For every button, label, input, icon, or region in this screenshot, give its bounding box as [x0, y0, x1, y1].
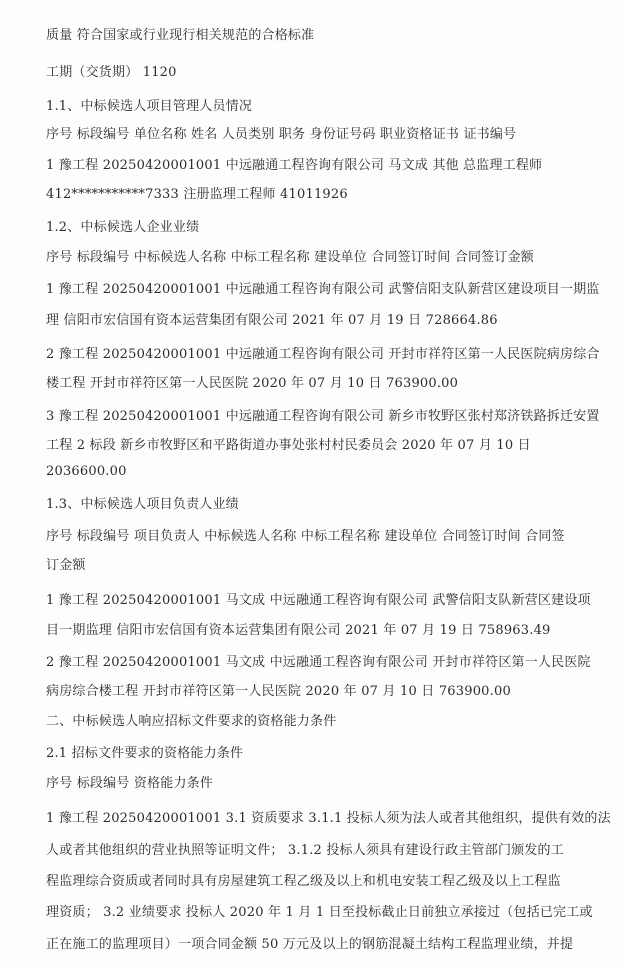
manager-performance-header-row-b: 订金额: [46, 558, 86, 573]
company-performance-row-2a: 2 豫工程 20250420001001 中远融通工程咨询有限公司 开封市祥符区第一人民医院病房综合: [46, 347, 600, 362]
manager-performance-header-row-a: 序号 标段编号 项目负责人 中标候选人名称 中标工程名称 建设单位 合同签订时间 合同签: [46, 529, 565, 544]
company-performance-row-3a: 3 豫工程 20250420001001 中远融通工程咨询有限公司 新乡市牧野区张村郑济铁路拆迁安置: [46, 409, 600, 424]
qualification-row-1e: 正在施工的监理项目）一项合同金额 50 万元及以上的钢筋混凝土结构工程监理业绩，并提: [46, 937, 574, 952]
section-heading-1-3: 1.3、中标候选人项目负责人业绩: [46, 497, 239, 512]
company-performance-row-2b: 楼工程 开封市祥符区第一人民医院 2020 年 07 月 10 日 763900.00: [46, 376, 459, 391]
qualification-row-1a: 1 豫工程 20250420001001 3.1 资质要求 3.1.1 投标人须为法人或者其他组织，提供有效的法: [46, 811, 611, 826]
company-performance-row-1b: 理 信阳市宏信国有资本运营集团有限公司 2021 年 07 月 19 日 728664.86: [46, 313, 498, 328]
company-performance-row-1a: 1 豫工程 20250420001001 中远融通工程咨询有限公司 武警信阳支队新营区建设项目一期监: [46, 282, 600, 297]
personnel-header-row: 序号 标段编号 单位名称 姓名 人员类别 职务 身份证号码 职业资格证书 证书编号: [46, 127, 517, 142]
section-heading-2: 二、中标候选人响应招标文件要求的资格能力条件: [46, 714, 337, 729]
quality-line: 质量 符合国家或行业现行相关规范的合格标准: [46, 28, 315, 43]
company-performance-row-3c: 2036600.00: [46, 464, 127, 479]
section-heading-2-1: 2.1 招标文件要求的资格能力条件: [46, 746, 244, 761]
qualification-row-1d: 理资质； 3.2 业绩要求 投标人 2020 年 1 月 1 日至投标截止日前独立承接过（包括已完工或: [46, 905, 593, 920]
section-heading-1-1: 1.1、中标候选人项目管理人员情况: [46, 99, 253, 114]
manager-performance-row-1a: 1 豫工程 20250420001001 马文成 中远融通工程咨询有限公司 武警信阳支队新营区建设项: [46, 593, 591, 608]
qualification-header-row: 序号 标段编号 资格能力条件: [46, 776, 214, 791]
company-performance-header-row: 序号 标段编号 中标候选人名称 中标工程名称 建设单位 合同签订时间 合同签订金额: [46, 250, 534, 265]
manager-performance-row-1b: 目一期监理 信阳市宏信国有资本运营集团有限公司 2021 年 07 月 19 日 758963.49: [46, 623, 551, 638]
manager-performance-row-2a: 2 豫工程 20250420001001 马文成 中远融通工程咨询有限公司 开封市祥符区第一人民医院: [46, 655, 591, 670]
section-heading-1-2: 1.2、中标候选人企业业绩: [46, 220, 200, 235]
manager-performance-row-2b: 病房综合楼工程 开封市祥符区第一人民医院 2020 年 07 月 10 日 763900.00: [46, 684, 511, 699]
personnel-row-1b: 412***********7333 注册监理工程师 41011926: [46, 187, 348, 202]
qualification-row-1c: 程监理综合资质或者同时具有房屋建筑工程乙级及以上和机电安装工程乙级及以上工程监: [46, 874, 561, 889]
duration-line: 工期（交货期） 1120: [46, 65, 177, 80]
personnel-row-1a: 1 豫工程 20250420001001 中远融通工程咨询有限公司 马文成 其他 总监理工程师: [46, 158, 543, 173]
qualification-row-1b: 人或者其他组织的营业执照等证明文件； 3.1.2 投标人须具有建设行政主管部门颁发的工: [46, 843, 564, 858]
company-performance-row-3b: 工程 2 标段 新乡市牧野区和平路街道办事处张村村民委员会 2020 年 07 月 10 日: [46, 438, 531, 453]
